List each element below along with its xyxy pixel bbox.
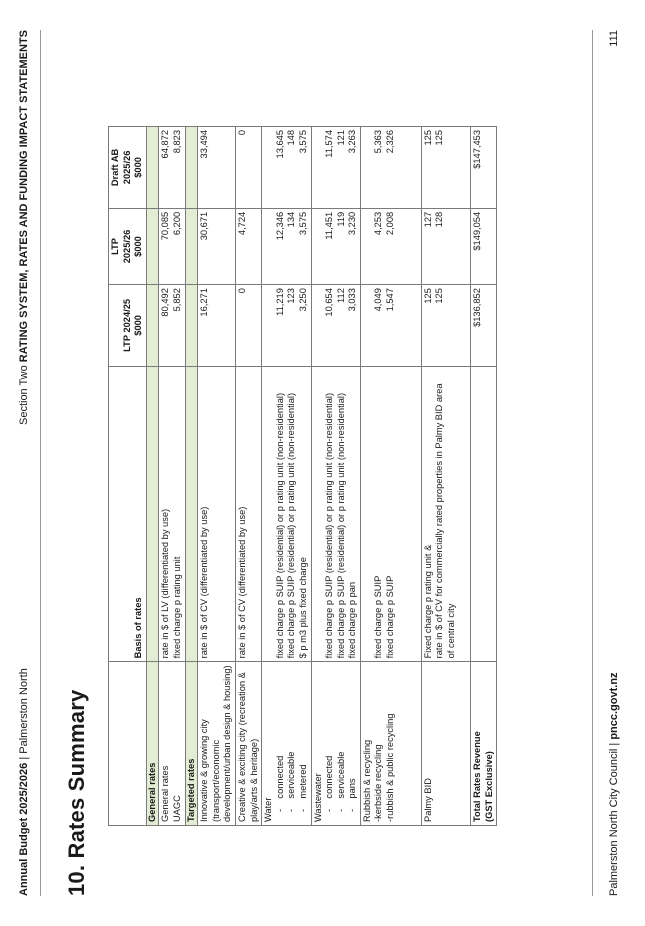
basis-text: $ p m3 plus fixed charge: [297, 557, 308, 659]
value: 3,575: [297, 130, 308, 154]
value: 3,263: [347, 130, 358, 154]
header-line: $000: [133, 236, 144, 257]
value: 125: [434, 130, 445, 146]
value: 2,326: [385, 130, 396, 154]
rates-summary-table: [108, 126, 497, 826]
section-label: Targeted rates: [185, 662, 198, 826]
value: 70,085: [160, 211, 171, 241]
value: 6,200: [171, 211, 182, 236]
basis-cell: [159, 366, 185, 662]
draft-cell: [421, 127, 470, 209]
document-name: Annual Budget 2025/2026: [18, 762, 30, 896]
sub-item-label: -kerbside recycling: [373, 744, 384, 822]
table-row-general-rates: [159, 127, 185, 826]
table-row-water: [262, 127, 311, 826]
table-row-creative: [235, 127, 261, 826]
section-fill: [185, 127, 198, 209]
value: 127: [422, 211, 433, 228]
section-fill: [146, 208, 159, 284]
rate-name-cell: [198, 662, 236, 826]
footer-org: Palmerston North City Council: [608, 748, 620, 896]
sub-item-label: connected: [274, 755, 285, 799]
header-cell-empty: [109, 662, 147, 826]
sub-item: - serviceable: [286, 751, 297, 812]
table-row-rubbish: [360, 127, 421, 826]
rate-name: UAGC: [171, 795, 182, 822]
ltp2425-cell: [262, 285, 311, 367]
value: 3,250: [297, 288, 308, 312]
total-label-line: Total Rates Revenue: [472, 731, 483, 822]
draft-cell: [159, 127, 185, 209]
total-ltp2526: $149,054: [471, 208, 497, 284]
header-separator: |: [18, 753, 30, 763]
value: 148: [286, 130, 297, 146]
rate-name: General rates: [160, 765, 171, 822]
rate-name-cell: [235, 662, 261, 826]
ltp2425-cell: [421, 285, 470, 367]
value: 5,852: [171, 288, 182, 312]
value: 5,363: [373, 130, 384, 154]
ltp2425-cell: [360, 285, 421, 367]
section-fill: [146, 366, 159, 662]
section-fill: [185, 366, 198, 662]
sub-item-label: metered: [297, 764, 308, 799]
value: 4,724: [235, 208, 261, 284]
basis-text: fixed charge p SUIP (residential) or p rating unit (non-residential): [286, 392, 297, 659]
header-line: 2025/26: [121, 150, 132, 185]
sub-item-label: -rubbish & public recycling: [385, 713, 396, 822]
rate-name: Rubbish & recycling: [361, 739, 372, 822]
value: 11,219: [274, 288, 285, 316]
sub-item-label: pans: [347, 778, 358, 799]
total-label-line: (GST Exclusive): [483, 751, 494, 822]
value: 0: [235, 285, 261, 367]
header-line: Draft AB: [110, 148, 120, 187]
rate-name-cell: [311, 662, 360, 826]
section-row-general: [146, 127, 159, 826]
total-ltp2425: $136,852: [471, 285, 497, 367]
rate-name: Palmy BID: [421, 662, 470, 826]
basis-text: of central city: [446, 603, 457, 659]
sub-item-label: connected: [324, 755, 335, 799]
value: 125: [422, 288, 433, 304]
header-ltp-2025-26: [109, 208, 147, 284]
running-header-left: [18, 668, 30, 896]
value: 1,547: [385, 288, 396, 312]
rate-name: Innovative & growing city: [199, 719, 210, 822]
section-prefix: Section Two: [18, 362, 30, 426]
total-basis-empty: [471, 366, 497, 662]
basis-text: rate in $ of CV for commercially rated properties in Palmy BID area: [434, 383, 445, 659]
sub-item-label: serviceable: [335, 751, 346, 799]
value: 3,230: [347, 211, 358, 236]
header-line: LTP: [110, 238, 120, 255]
ltp2526-cell: [159, 208, 185, 284]
rate-name: Creative & exciting city (recreation &: [236, 672, 247, 822]
value: 4,049: [373, 288, 384, 312]
section-title: RATING SYSTEM, RATES AND FUNDING IMPACT STATEMENTS: [18, 30, 30, 363]
value: 119: [335, 211, 346, 227]
rate-name: (transport/economic: [210, 739, 221, 822]
sub-item-label: serviceable: [286, 751, 297, 799]
section-fill: [146, 285, 159, 367]
rate-name: development/urban design & housing): [222, 665, 233, 822]
value: 121: [335, 130, 346, 146]
sub-item: - connected: [274, 755, 285, 812]
header-line: 2025/26: [121, 229, 132, 264]
section-fill: [185, 285, 198, 367]
basis-text: fixed charge p pan: [347, 581, 358, 659]
basis-text: Fixed charge p rating unit &: [422, 544, 433, 659]
ltp2526-cell: [262, 208, 311, 284]
value: 0: [235, 127, 261, 209]
table-row-wastewater: [311, 127, 360, 826]
basis-text: rate in $ of LV (differentiated by use): [160, 508, 171, 659]
value: 33,494: [198, 127, 236, 209]
rate-name: play/arts & heritage): [248, 738, 259, 822]
rate-name-cell: [360, 662, 421, 826]
header-rule: [40, 30, 41, 896]
sub-item: - metered: [297, 764, 308, 812]
ltp2526-cell: [360, 208, 421, 284]
value: 16,271: [198, 285, 236, 367]
footer-rule: [592, 30, 593, 896]
header-place: Palmerston North: [18, 668, 30, 754]
header-ltp-2024-25: [109, 285, 147, 367]
value: 134: [286, 211, 297, 228]
sub-item: - connected: [324, 755, 335, 812]
section-fill: [146, 127, 159, 209]
rate-name-cell: [262, 662, 311, 826]
basis-cell: [262, 366, 311, 662]
running-header-right: [18, 30, 30, 425]
value: 12,346: [274, 211, 285, 241]
basis-text: fixed charge p rating unit: [171, 556, 182, 659]
header-line: LTP 2024/25: [121, 298, 132, 352]
table-row-palmy-bid: [421, 127, 470, 826]
ltp2425-cell: [311, 285, 360, 367]
value: 80,492: [160, 288, 171, 317]
ltp2526-cell: [421, 208, 470, 284]
basis-text: rate in $ of CV (differentiated by use): [235, 366, 261, 662]
ltp2526-cell: [311, 208, 360, 284]
draft-cell: [311, 127, 360, 209]
value: 11,451: [324, 211, 335, 240]
table-row-total: [471, 127, 497, 826]
section-row-targeted: [185, 127, 198, 826]
value: 112: [335, 288, 346, 303]
basis-cell: [421, 366, 470, 662]
basis-cell: [311, 366, 360, 662]
draft-cell: [262, 127, 311, 209]
total-label: [471, 662, 497, 826]
value: 125: [434, 288, 445, 304]
header-draft-ab: [109, 127, 147, 209]
table-row-innovative: [198, 127, 236, 826]
value: 4,253: [373, 211, 384, 236]
value: 10,654: [324, 288, 335, 317]
page-title: 10. Rates Summary: [64, 689, 89, 896]
rate-name-cell: [159, 662, 185, 826]
header-basis: Basis of rates: [109, 366, 147, 662]
value: 11,574: [324, 130, 335, 158]
footer-url: pncc.govt.nz: [608, 672, 620, 740]
basis-text: fixed charge p SUIP (residential) or p rating unit (non-residential): [324, 392, 335, 659]
basis-text: fixed charge p SUIP: [373, 575, 384, 659]
sub-item: - serviceable: [335, 751, 346, 812]
footer-separator: |: [608, 739, 620, 749]
basis-text: rate in $ of CV (differentiated by use): [198, 366, 236, 662]
total-draft: $147,453: [471, 127, 497, 209]
header-line: $000: [133, 157, 144, 178]
basis-text: fixed charge p SUIP (residential) or p rating unit (non-residential): [335, 392, 346, 659]
basis-text: fixed charge p SUIP: [385, 575, 396, 659]
draft-cell: [360, 127, 421, 209]
footer-left: [608, 672, 620, 896]
value: 30,671: [198, 208, 236, 284]
value: 125: [422, 130, 433, 146]
rate-name: Wastewater: [312, 773, 323, 822]
header-line: $000: [133, 315, 144, 336]
rate-name: Water: [263, 797, 274, 822]
value: 128: [434, 211, 445, 228]
sub-item: - pans: [347, 778, 358, 812]
basis-text: fixed charge p SUIP (residential) or p rating unit (non-residential): [274, 392, 285, 659]
basis-cell: [360, 366, 421, 662]
page-number: 111: [608, 30, 620, 47]
ltp2425-cell: [159, 285, 185, 367]
value: 3,575: [297, 211, 308, 236]
value: 123: [286, 288, 297, 304]
value: 3,033: [347, 288, 358, 312]
section-label: General rates: [146, 662, 159, 826]
value: 8,823: [171, 130, 182, 154]
section-fill: [185, 208, 198, 284]
value: 2,008: [385, 211, 396, 236]
table-header-row: [109, 127, 147, 826]
value: 64,872: [160, 130, 171, 159]
value: 13,645: [274, 130, 285, 159]
